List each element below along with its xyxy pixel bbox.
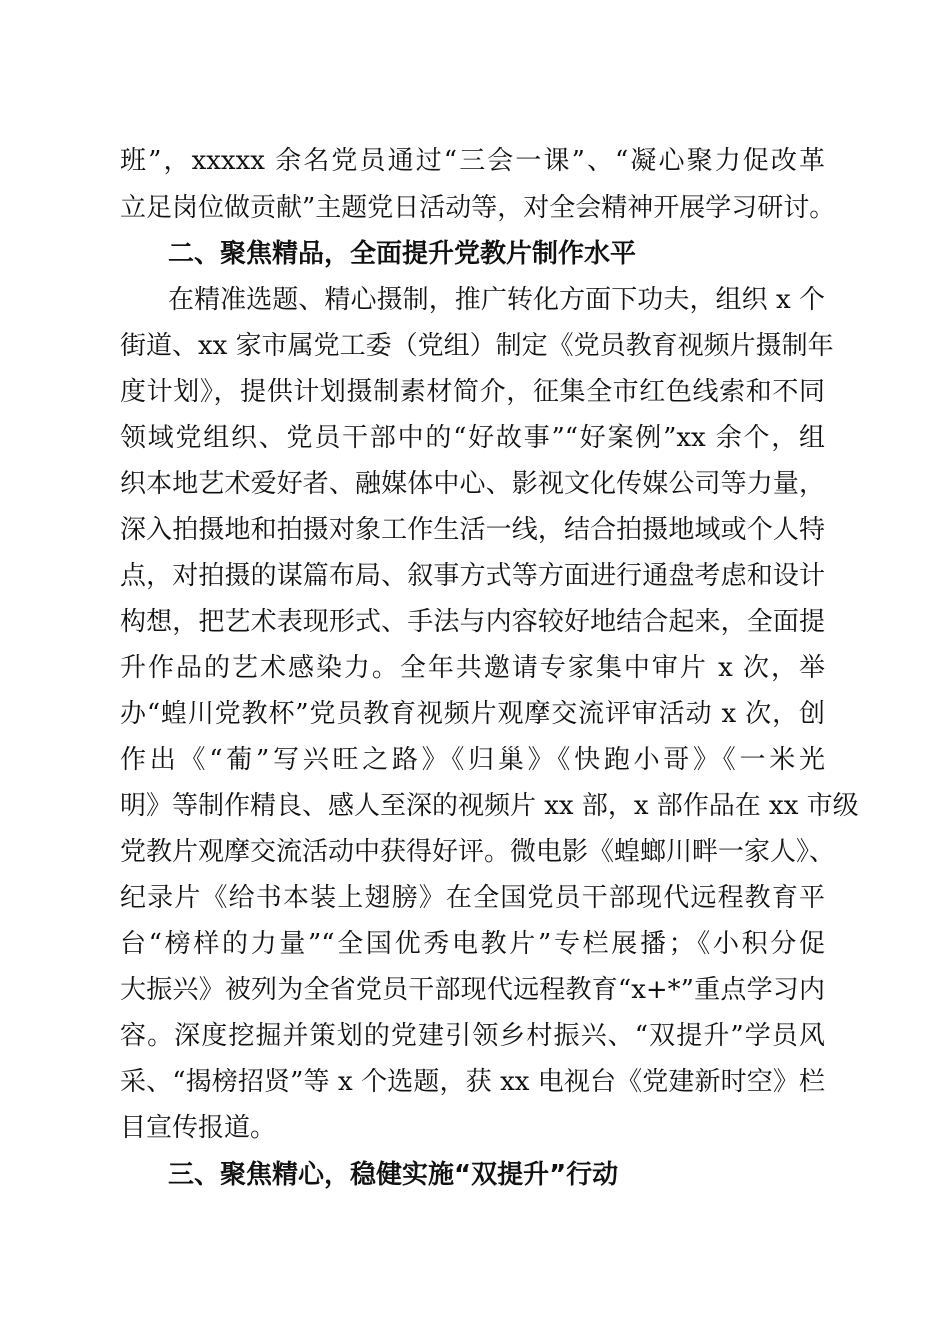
- paragraph-first-line: 在精准选题、精心摄制，推广转化方面下功夫，组织 x 个: [168, 285, 825, 315]
- section-heading-3: 三、聚焦精心，稳健实施“双提升”行动: [168, 1160, 619, 1190]
- body-text-line: 街道、xx 家市属党工委（党组）制定《党员教育视频片摄制年: [120, 331, 834, 361]
- body-text-line: 纪录片《给书本装上翅膀》在全国党员干部现代远程教育平: [120, 883, 825, 913]
- body-text-line: 领域党组织、党员干部中的“好故事”“好案例”xx 余个，组: [120, 423, 825, 453]
- body-text-line: 大振兴》被列为全省党员干部现代远程教育“x+*”重点学习内: [120, 975, 825, 1005]
- body-text-line: 明》等制作精良、感人至深的视频片 xx 部，x 部作品在 xx 市级: [120, 791, 859, 821]
- body-text-line: 立足岗位做贡献”主题党日活动等，对全会精神开展学习研讨。: [120, 193, 836, 223]
- body-text-line: 织本地艺术爱好者、融媒体中心、影视文化传媒公司等力量，: [120, 469, 825, 499]
- body-text-line: 目宣传报道。: [120, 1113, 277, 1143]
- body-text-line: 党教片观摩交流活动中获得好评。微电影《蝗螂川畔一家人》、: [120, 837, 836, 867]
- body-text-line: 作出《“葡”写兴旺之路》《归巢》《快跑小哥》《一米光: [120, 745, 825, 775]
- body-text-line: 办“蝗川党教杯”党员教育视频片观摩交流评审活动 x 次，创: [120, 699, 825, 729]
- section-heading-2: 二、聚焦精品，全面提升党教片制作水平: [168, 239, 637, 269]
- body-text-line: 采、“揭榜招贤”等 x 个选题，获 xx 电视台《党建新时空》栏: [120, 1067, 825, 1097]
- body-text-line: 点，对拍摄的谋篇布局、叙事方式等方面进行通盘考虑和设计: [120, 561, 825, 591]
- body-text-line: 度计划》，提供计划摄制素材简介，征集全市红色线索和不同: [120, 377, 825, 407]
- body-text-line: 深入拍摄地和拍摄对象工作生活一线，结合拍摄地域或个人特: [120, 515, 825, 545]
- body-text-line: 构想，把艺术表现形式、手法与内容较好地结合起来，全面提: [120, 607, 825, 637]
- body-text-line: 容。深度挖掘并策划的党建引领乡村振兴、“双提升”学员风: [120, 1021, 825, 1051]
- body-text-line: 班”，xxxxx 余名党员通过“三会一课”、“凝心聚力促改革: [120, 146, 825, 176]
- body-text-line: 台“榜样的力量”“全国优秀电教片”专栏展播；《小积分促: [120, 929, 825, 959]
- body-text-line: 升作品的艺术感染力。全年共邀请专家集中审片 x 次，举: [120, 653, 825, 683]
